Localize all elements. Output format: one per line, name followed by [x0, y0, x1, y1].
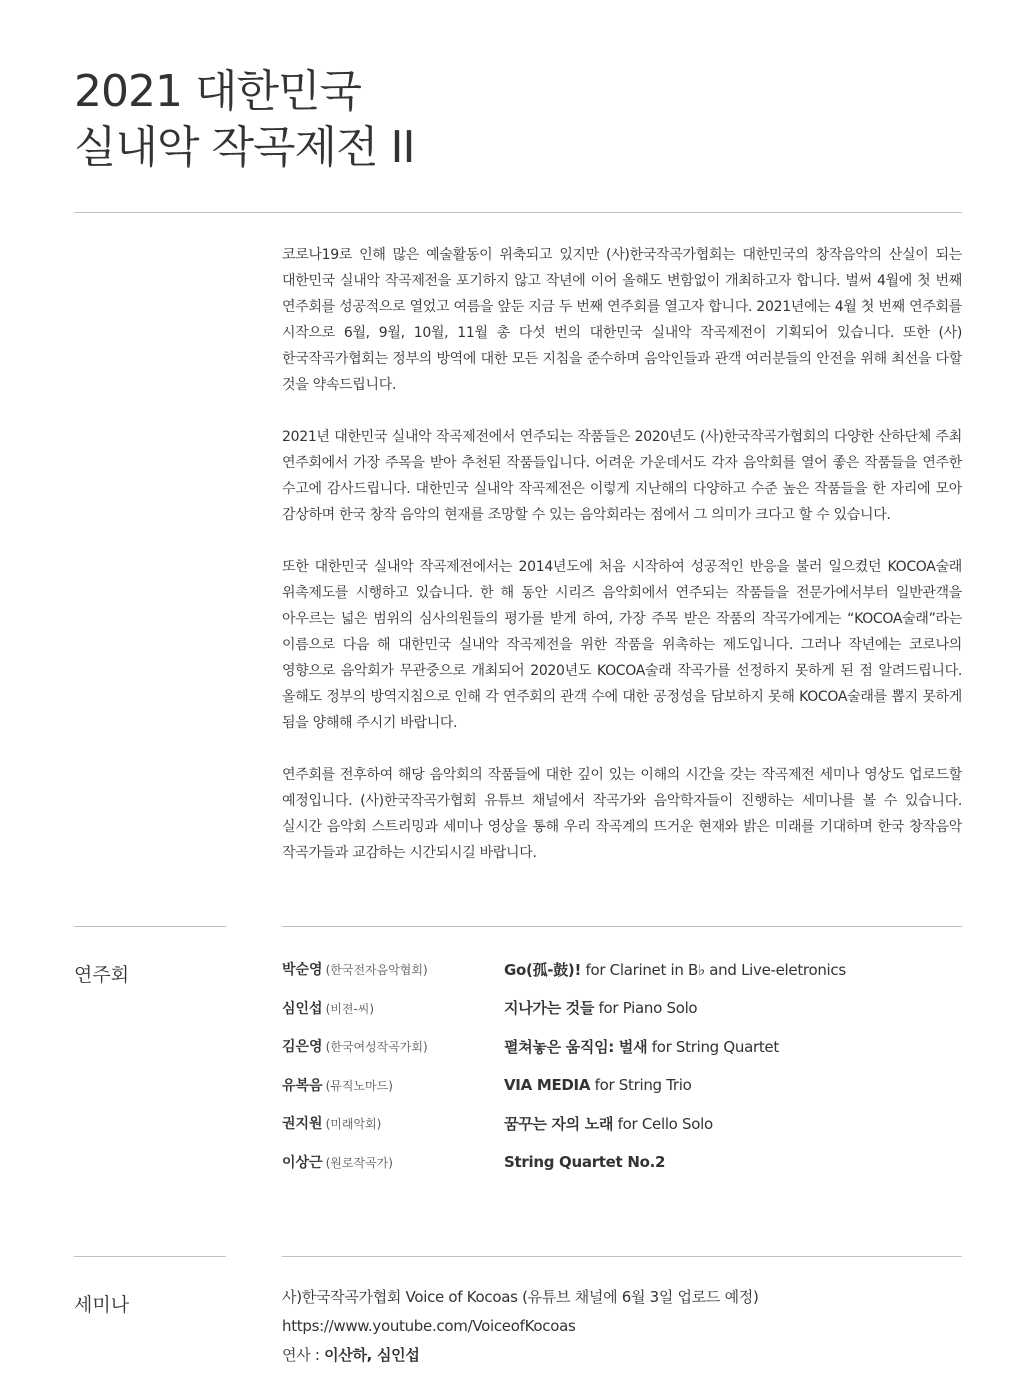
concert-program	[282, 950, 962, 1181]
composer-name: 이상근	[282, 1154, 323, 1171]
work-title: VIA MEDIA	[504, 1075, 591, 1094]
composer-org: (뮤직노마드)	[325, 1078, 393, 1093]
intro-paragraph-4: 연주회를 전후하여 해당 음악회의 작품들에 대한 깊이 있는 이해의 시간을 갖는 작곡제전 세미나 영상도 업로드할 예정입니다. (사)한국작곡가협회 유튜브 채널에서 작곡가와 음악학자들이 진행하는 세미나를 볼 수 있습니다. 실시간 음악회 스트리밍과 세미나 영상을 통해 우리 작곡계의 뜨거운 현재와 밝은 미래를 기대하며 한국 창작음악 작곡가들과 교감하는 시간되시길 바랍니다.	[282, 767, 962, 861]
program-row	[282, 1027, 962, 1066]
speakers-names: 이산하, 심인섭	[324, 1346, 420, 1364]
program-row	[282, 1104, 962, 1143]
composer	[282, 1036, 428, 1056]
work-instrumentation: for Cello Solo	[613, 1114, 713, 1133]
composer-name: 유복음	[282, 1077, 323, 1094]
composer-org: (비젼-씨)	[325, 1001, 375, 1016]
seminar-label: 세미나	[74, 1294, 130, 1316]
work	[504, 1153, 665, 1171]
composer-name: 김은영	[282, 1039, 323, 1056]
work-instrumentation: for Clarinet in B♭ and Live-eletronics	[581, 960, 846, 979]
program-row	[282, 950, 962, 989]
work	[504, 959, 846, 980]
work-instrumentation: for String Trio	[590, 1075, 692, 1094]
work	[504, 1113, 713, 1134]
composer-org: (한국여성작곡가회)	[325, 1040, 428, 1055]
composer-name: 심인섭	[282, 1000, 323, 1017]
composer	[282, 1075, 393, 1095]
composer-name: 권지원	[282, 1116, 323, 1133]
speakers-prefix: 연사 :	[282, 1346, 325, 1364]
intro-paragraph-3: 또한 대한민국 실내악 작곡제전에서는 2014년도에 처음 시작하여 성공적인 반응을 불러 일으켰던 KOCOA술래 위촉제도를 시행하고 있습니다. 한 해 동안 시리즈 음악회에서 연주되는 작품들을 전문가에서부터 일반관객을 아우르는 넓은 범위의 심사의원들의 평가를 받게 하여, 가장 주목 받은 작품의 작곡가에게는 “KOCOA술래”라는 이름으로 다음 해 대한민국 실내악 작곡제전을 위한 작품을 위촉하는 제도입니다. 그러나 작년에는 코로나의 영향으로 음악회가 무관중으로 개최되어 2020년도 KOCOA술래 작곡가를 선정하지 못하게 된 점 알려드립니다. 올해도 정부의 방역지침으로 인해 각 연주회의 관객 수에 대한 공정성을 담보하지 못해 KOCOA술래를 뽑지 못하게 됨을 양해해 주시기 바랍니다.	[282, 559, 962, 731]
composer	[282, 959, 428, 979]
composer-org: (원로작곡가)	[325, 1155, 393, 1170]
work	[504, 1076, 692, 1094]
page-title	[74, 64, 414, 176]
work-instrumentation: for String Quartet	[647, 1037, 779, 1056]
seminar-description: 사)한국작곡가협회 Voice of Kocoas (유튜브 채널에 6월 3일 업로드 예정)	[282, 1288, 759, 1306]
composer-name: 박순영	[282, 962, 323, 979]
composer	[282, 1113, 381, 1133]
program-row	[282, 1066, 962, 1105]
composer	[282, 998, 374, 1018]
composer-org: (미래악회)	[325, 1117, 382, 1132]
composer	[282, 1152, 393, 1172]
work-title: 꿈꾸는 자의 노래	[504, 1114, 614, 1133]
intro-text	[282, 242, 962, 892]
work-instrumentation: for Piano Solo	[594, 999, 698, 1018]
program-row	[282, 989, 962, 1028]
title-line-1: 2021 대한민국	[74, 66, 361, 117]
title-divider	[74, 212, 962, 213]
seminar-divider	[282, 1256, 962, 1257]
concert-label-divider	[74, 926, 226, 927]
seminar-info	[282, 1283, 962, 1370]
seminar-url-link[interactable]: https://www.youtube.com/VoiceofKocoas	[282, 1317, 576, 1335]
intro-paragraph-1: 코로나19로 인해 많은 예술활동이 위축되고 있지만 (사)한국작곡가협회는 대한민국의 창작음악의 산실이 되는 대한민국 실내악 작곡제전을 포기하지 않고 작년에 이어 올해도 변함없이 개최하고자 합니다. 벌써 4월에 첫 번째 연주회를 성공적으로 열었고 여름을 앞둔 지금 두 번째 연주회를 열고자 합니다. 2021년에는 4월 첫 번째 연주회를 시작으로 6월, 9월, 10월, 11월 총 다섯 번의 대한민국 실내악 작곡제전이 기획되어 있습니다. 또한 (사)한국작곡가협회는 정부의 방역에 대한 모든 지침을 준수하며 음악인들과 관객 여러분들의 안전을 위해 최선을 다할 것을 약속드립니다.	[282, 247, 962, 393]
work-title: 지나가는 것들	[504, 999, 595, 1018]
title-line-2: 실내악 작곡제전 II	[74, 122, 415, 173]
concert-label: 연주회	[74, 964, 130, 986]
work	[504, 997, 697, 1018]
concert-divider	[282, 926, 962, 927]
work-title: Go(孤-鼓)!	[504, 960, 581, 979]
seminar-label-divider	[74, 1256, 226, 1257]
work-title: 펼쳐놓은 움직임: 벌새	[504, 1037, 648, 1056]
intro-paragraph-2: 2021년 대한민국 실내악 작곡제전에서 연주되는 작품들은 2020년도 (사)한국작곡가협회의 다양한 산하단체 주최 연주회에서 가장 주목을 받아 추천된 작품들입니다. 어려운 가운데서도 각자 음악회를 열어 좋은 작품들을 연주한 수고에 감사드립니다. 대한민국 실내악 작곡제전은 이렇게 지난해의 다양하고 수준 높은 작품들을 한 자리에 모아 감상하며 한국 창작 음악의 현재를 조망할 수 있는 음악회라는 점에서 그 의미가 크다고 할 수 있습니다.	[282, 429, 962, 523]
program-row	[282, 1143, 962, 1182]
work	[504, 1036, 779, 1057]
work-title: String Quartet No.2	[504, 1152, 666, 1171]
seminar-speakers	[282, 1341, 962, 1370]
composer-org: (한국전자음악협회)	[325, 963, 428, 978]
